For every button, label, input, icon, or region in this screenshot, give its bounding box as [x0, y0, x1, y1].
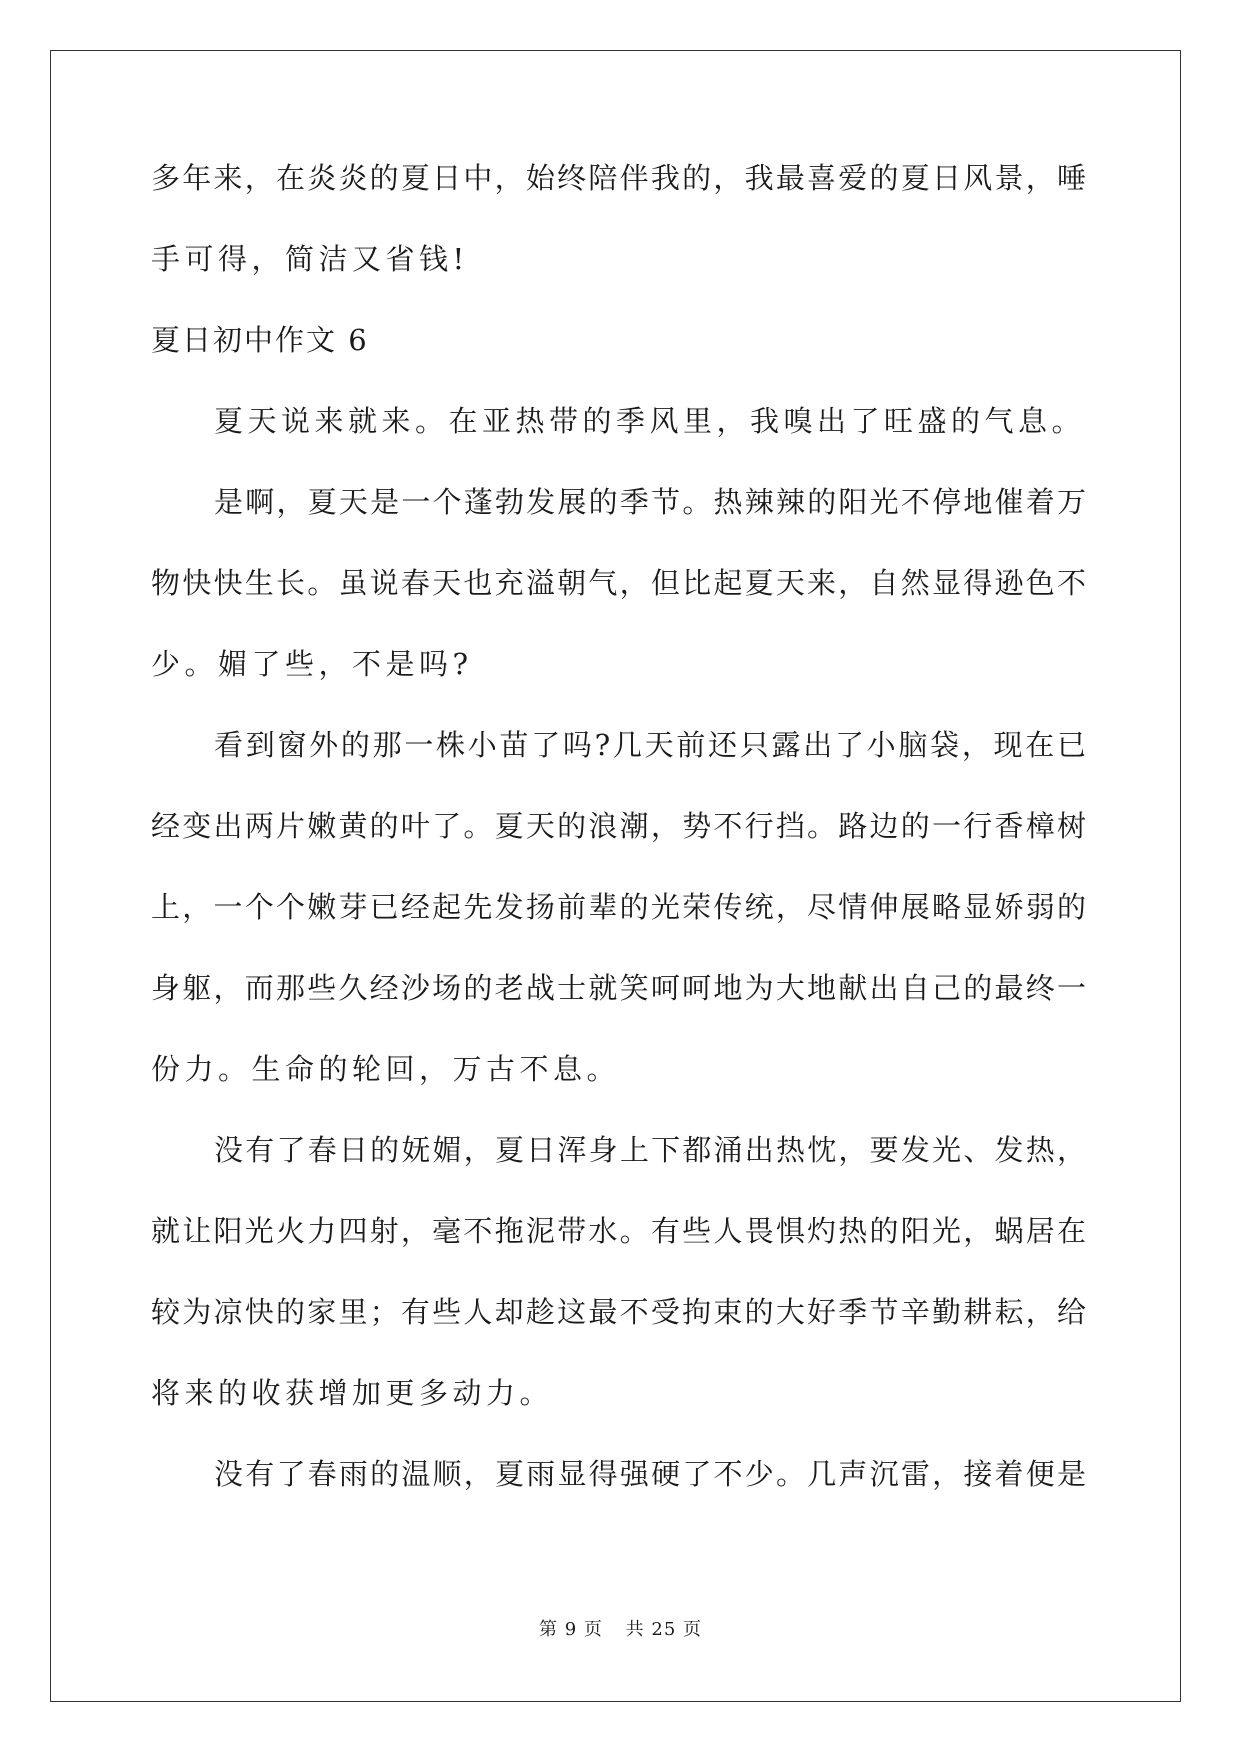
text-line: 少。媚了些，不是吗? [151, 647, 473, 681]
document-body [151, 160, 1086, 1537]
text-line: 份力。生命的轮回，万古不息。 [151, 1052, 621, 1086]
page-total: 共 25 页 [625, 1619, 702, 1640]
page-number: 第 9 页 [539, 1619, 603, 1640]
text-line: 看到窗外的那一株小苗了吗?几天前还只露出了小脑袋，现在已 [214, 728, 1086, 762]
text-line: 多年来，在炎炎的夏日中，始终陪伴我的，我最喜爱的夏日风景，唾 [151, 161, 1086, 195]
text-line: 经变出两片嫩黄的叶了。夏天的浪潮，势不行挡。路边的一行香樟树 [151, 809, 1086, 843]
text-line: 较为凉快的家里；有些人却趁这最不受拘束的大好季节辛勤耕耘，给 [151, 1295, 1086, 1329]
text-line: 是啊，夏天是一个蓬勃发展的季节。热辣辣的阳光不停地催着万 [214, 485, 1086, 519]
text-line: 手可得，简洁又省钱! [151, 242, 469, 276]
text-line: 身躯，而那些久经沙场的老战士就笑呵呵地为大地献出自己的最终一 [151, 971, 1086, 1005]
text-line: 物快快生长。虽说春天也充溢朝气，但比起夏天来，自然显得逊色不 [151, 566, 1086, 600]
section-heading: 夏日初中作文 6 [151, 323, 369, 357]
page-footer [0, 1615, 1241, 1641]
text-line: 将来的收获增加更多动力。 [151, 1376, 554, 1410]
text-line: 没有了春日的妩媚，夏日浑身上下都涌出热忱，要发光、发热， [214, 1133, 1086, 1167]
text-line: 夏天说来就来。在亚热带的季风里，我嗅出了旺盛的气息。 [214, 404, 1086, 438]
text-line: 没有了春雨的温顺，夏雨显得强硬了不少。几声沉雷，接着便是 [214, 1457, 1086, 1491]
text-line: 上，一个个嫩芽已经起先发扬前辈的光荣传统，尽情伸展略显娇弱的 [151, 890, 1086, 924]
text-line: 就让阳光火力四射，毫不拖泥带水。有些人畏惧灼热的阳光，蜗居在 [151, 1214, 1086, 1248]
